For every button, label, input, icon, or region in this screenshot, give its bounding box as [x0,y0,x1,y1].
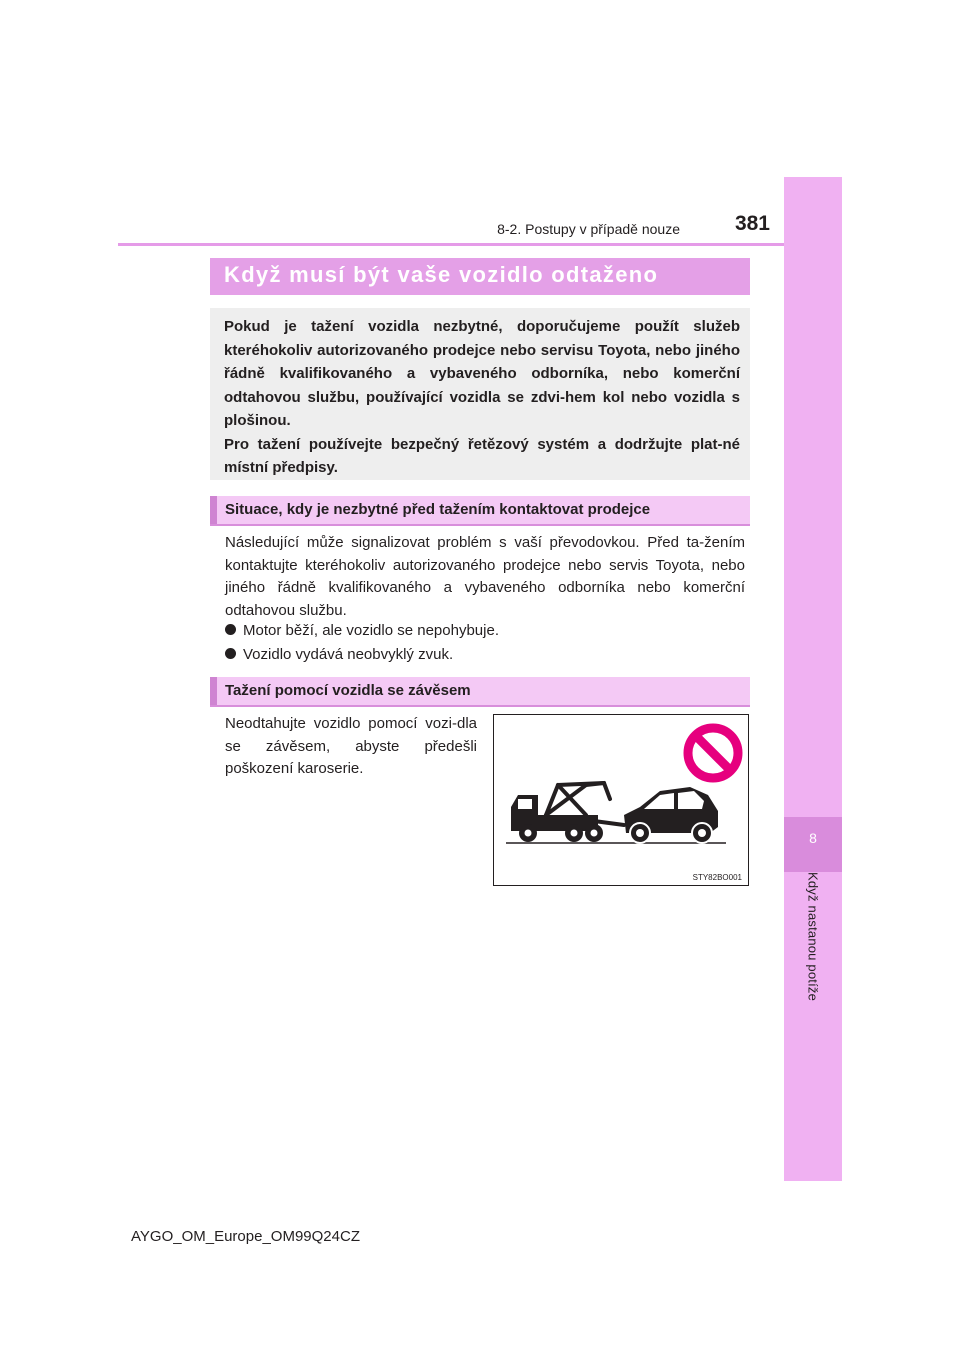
tow-truck-illustration-icon [494,715,748,885]
chapter-title: Když nastanou potíže [805,872,821,1002]
list-item [225,645,453,665]
chapter-title-wrap [784,872,842,1062]
section-heading-text: Tažení pomocí vozidla se závěsem [225,682,471,699]
heading-accent [210,496,217,524]
bullet-text: Vozidlo vydává neobvyklý zvuk. [243,646,454,663]
chapter-number: 8 [809,830,817,846]
section-heading-text: Situace, kdy je nezbytné před tažením kontaktovat prodejce [225,501,651,518]
footer-doc-code: AYGO_OM_Europe_OM99Q24CZ [131,1228,360,1245]
bullet-icon [225,624,236,635]
section2-body: Neodtahujte vozidlo pomocí vozi-dla se závěsem, abyste předešli poškození karoserie. [225,715,477,777]
bullet-icon [225,648,236,659]
heading-accent [210,677,217,705]
bullet-text: Motor běží, ale vozidlo se nepohybuje. [243,622,499,639]
sling-tow-prohibited-illustration [493,714,749,886]
page-title: Když musí být vaše vozidlo odtaženo [224,262,659,287]
section-heading-sling-tow [210,677,750,707]
prohibition-icon [688,728,738,778]
section-heading-contact-dealer [210,496,750,526]
intro-text: Pokud je tažení vozidla nezbytné, doporučujeme použít služeb kteréhokoliv autorizovaného prodejce nebo servisu Toyota, nebo jiného řádně kvalifikovaného a vybaveného odborníka, nebo komerční odtahovou službu, používající vozidla se zdvi-hem kol nebo vozidla s plošinou. Pro tažení používejte bezpečný řetězový systém a dodržujte plat-né místní předpisy. [224,318,740,476]
header-section-title: 8-2. Postupy v případě nouze [497,221,680,237]
page-number: 381 [734,212,770,235]
list-item [225,621,499,641]
header-rule [118,243,842,246]
illustration-code: STY82BO001 [692,873,742,882]
section1-body: Následující může signalizovat problém s vaší převodovkou. Před ta-žením kontaktujte kteréhokoliv autorizovaného prodejce nebo servis Toyota, nebo jiného řádně kvalifikovaného a vybaveného odborníka nebo komerční odtahovou službu. [225,534,745,620]
